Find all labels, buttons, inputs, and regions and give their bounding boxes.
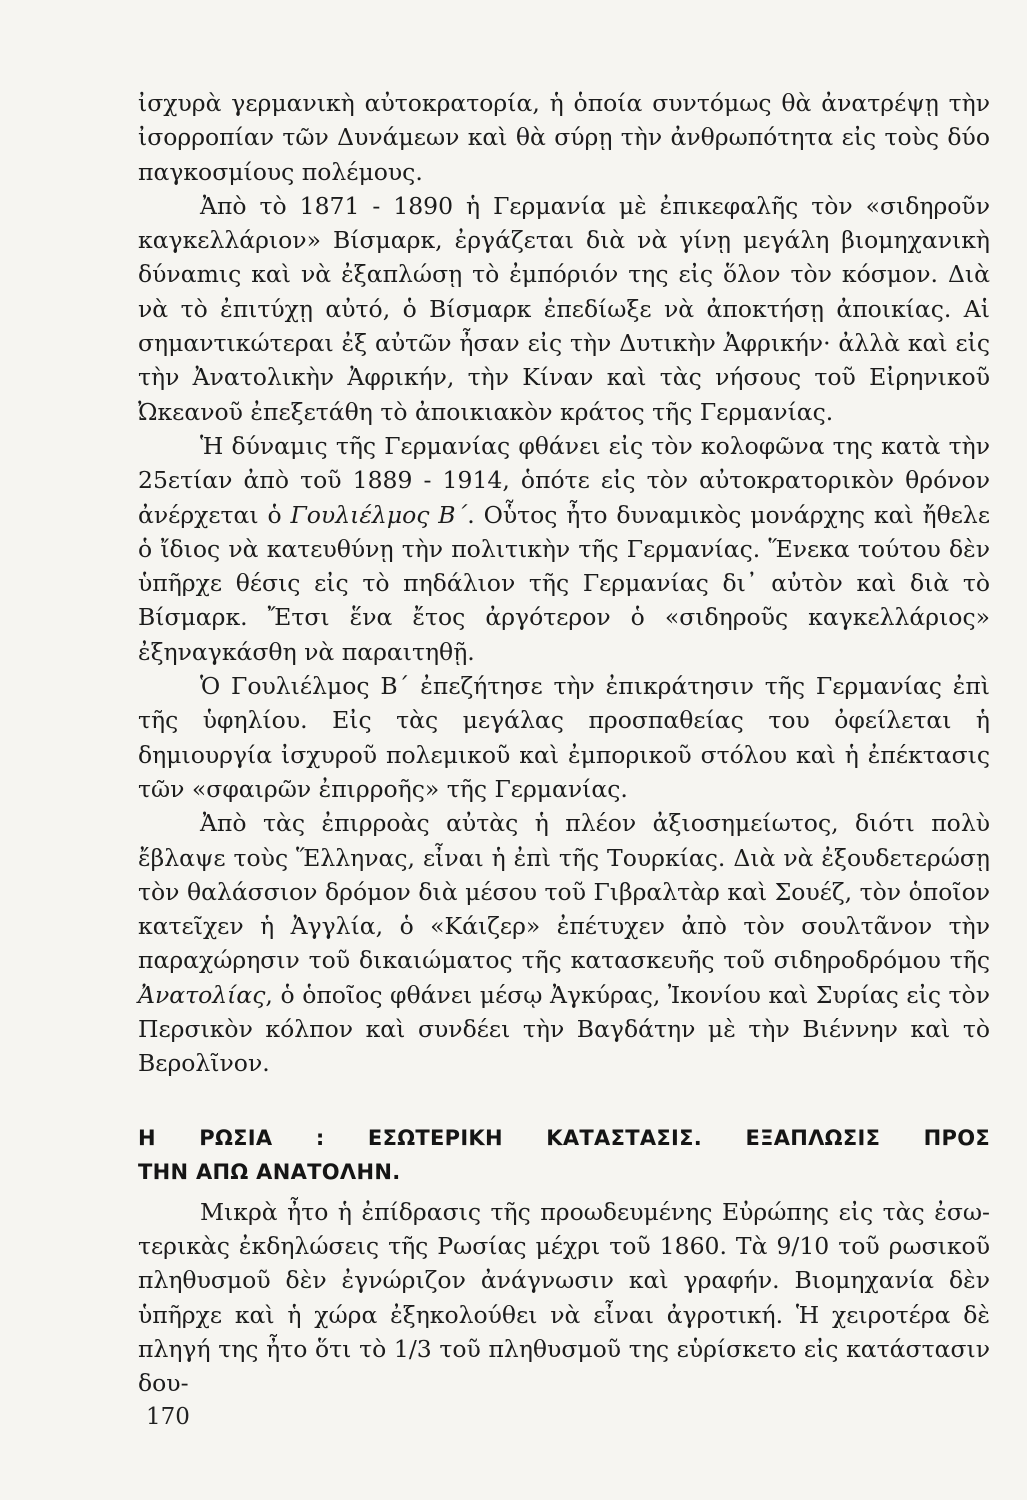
paragraph-text: Ἡ δύναμις τῆς Γερμανίας φθάνει εἰς τὸν κολοφῶνα της κατὰ τὴν 25ετίαν ἀπὸ τοῦ 1889 - 1914, ὁπότε εἰς τὸν αὐτοκρατορικὸν θρόνον ἀνέρχεται ὁ — [138, 431, 990, 529]
italic-name: Ἀνατολίας — [138, 980, 266, 1009]
italic-name: Γουλιέλμος Β΄ — [290, 500, 468, 529]
paragraph-russia: Μικρὰ ἦτο ἡ ἐπίδρασις τῆς προωδευμένης Εὐρώπης εἰς τὰς ἐσωτερικὰς ἐκδηλώσεις τῆς Ρωσίας μέχρι τοῦ 1860. Τὰ 9/10 τοῦ ρωσικοῦ πληθυσμοῦ δὲν ἐγνώριζον ἀνάγνωσιν καὶ γραφήν. Βιομηχανία δὲν ὑπῆρχε καὶ ἡ χώρα ἐξηκολούθει νὰ εἶναι ἀγροτική. Ἡ χειροτέρα δὲ πληγή της ἦτο ὅτι τὸ 1/3 τοῦ πληθυσμοῦ της εὑρίσκετο εἰς κατάστασιν δου- — [138, 1197, 990, 1398]
section-heading-line-2: ΤΗΝ ΑΠΩ ΑΝΑΤΟΛΗΝ. — [138, 1159, 401, 1184]
paragraph-wilhelm-rise — [138, 429, 990, 669]
paragraph-anatolia-railway — [138, 806, 990, 1080]
section-heading — [138, 1121, 990, 1189]
paragraph-wilhelm-policy: Ὁ Γουλιέλμος Β΄ ἐπεζήτησε τὴν ἐπικράτησιν τῆς Γερμανίας ἐπὶ τῆς ὑφηλίου. Εἰς τὰς μεγάλας προσπαθείας του ὀφείλεται ἡ δημιουργία ἰσχυροῦ πολεμικοῦ καὶ ἐμπορικοῦ στόλου καὶ ἡ ἐπέκτασις τῶν «σφαιρῶν ἐπιρροῆς» τῆς Γερμανίας. — [138, 672, 990, 803]
text-column — [138, 86, 990, 1400]
page-number: 170 — [146, 1404, 190, 1430]
paragraph-continuation: ἰσχυρὰ γερμανικὴ αὐτοκρατορία, ἡ ὁποία συντόμως θὰ ἀνατρέψῃ τὴν ἰσορροπίαν τῶν Δυνάμεων καὶ θὰ σύρῃ τὴν ἀνθρωπότητα εἰς τοὺς δύο παγκοσμίους πολέμους. — [138, 89, 990, 186]
paragraph-text: . Οὗτος ἦτο δυναμικὸς μονάρχης καὶ ἤθελε ὁ ἴδιος νὰ κατευθύνῃ τὴν πολιτικὴν τῆς Γερμανίας. Ἕνεκα τούτου δὲν ὑπῆρχε θέσις εἰς τὸ πηδάλιον τῆς Γερμανίας δι᾽ αὐτὸν καὶ διὰ τὸ Βίσμαρκ. Ἔτσι ἕνα ἔτος ἀργότερον ὁ «σιδηροῦς καγκελλάριος» ἐξηναγκάσθη νὰ παραιτηθῇ. — [138, 500, 990, 666]
paragraph-text: , ὁ ὁποῖος φθάνει μέσῳ Ἀγκύρας, Ἰκονίου καὶ Συρίας εἰς τὸν Περσικὸν κόλπον καὶ συνδέει τὴν Βαγδάτην μὲ τὴν Βιέννην καὶ τὸ Βερολῖνον. — [138, 980, 990, 1078]
paragraph-bismarck: Ἀπὸ τὸ 1871 - 1890 ἡ Γερμανία μὲ ἐπικεφαλῆς τὸν «σιδηροῦν καγκελλάριον» Βίσμαρκ, ἐργάζεται διὰ νὰ γίνῃ μεγάλη βιομηχανικὴ δύναmις καὶ νὰ ἐξαπλώσῃ τὸ ἐμπόριόν της εἰς ὅλον τὸν κόσμον. Διὰ νὰ τὸ ἐπιτύχῃ αὐτό, ὁ Βίσμαρκ ἐπεδίωξε νὰ ἀποκτήσῃ ἀποικίας. Αἱ σημαντικώτεραι ἐξ αὐτῶν ἦσαν εἰς τὴν Δυτικὴν Ἀφρικήν· ἀλλὰ καὶ εἰς τὴν Ἀνατολικὴν Ἀφρικήν, τὴν Κίναν καὶ τὰς νήσους τοῦ Εἰρηνικοῦ Ὠκεανοῦ ἐπεξετάθη τὸ ἀποικιακὸν κράτος τῆς Γερμανίας. — [138, 191, 990, 426]
section-heading-line-1: Η ΡΩΣΙΑ : ΕΣΩΤΕΡΙΚΗ ΚΑΤΑΣΤΑΣΙΣ. ΕΞΑΠΛΩΣΙΣ ΠΡΟΣ — [138, 1125, 990, 1150]
paragraph-text: Ἀπὸ τὰς ἐπιρροὰς αὐτὰς ἡ πλέον ἀξιοσημείωτος, διότι πολὺ ἔβλαψε τοὺς Ἕλληνας, εἶναι ἡ ἐπὶ τῆς Τουρκίας. Διὰ νὰ ἐξουδετερώσῃ τὸν θαλάσσιον δρόμον διὰ μέσου τοῦ Γιβραλτὰρ καὶ Σουέζ, τὸν ὁποῖον κατεῖχεν ἡ Ἀγγλία, ὁ «Κάιζερ» ἐπέτυχεν ἀπὸ τὸν σουλτᾶνον τὴν παραχώρησιν τοῦ δικαιώματος τῆς κατασκευῆς τοῦ σιδηροδρόμου τῆς — [138, 809, 990, 975]
